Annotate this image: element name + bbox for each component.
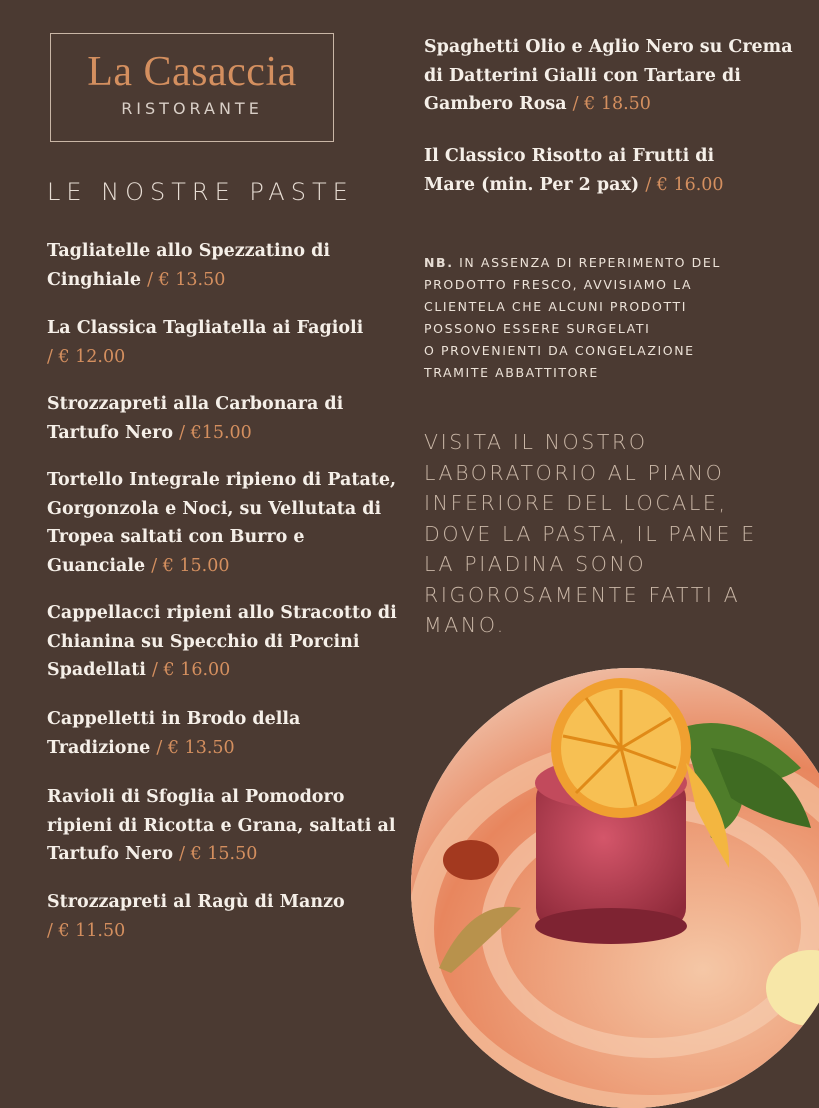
dish-price: / € 12.00 [47,346,126,367]
menu-item [47,390,347,447]
visit-line: DOVE LA PASTA, IL PANE E [424,521,757,546]
dish-price: / € 11.50 [47,920,126,941]
dish-price: / € 13.50 [156,737,235,758]
section-title: LE NOSTRE PASTE [47,178,354,206]
visit-line: INFERIORE DEL LOCALE, [424,491,728,515]
restaurant-name: La Casaccia [87,49,297,95]
menu-item [47,466,397,580]
menu-item [424,33,799,119]
dish-name: Tagliatelle allo Spezzatino di Cinghiale [47,241,331,290]
dish-price: / € 16.00 [645,174,724,195]
menu-item [47,314,367,371]
menu-item [47,237,347,294]
visit-line: LA PIADINA SONO [424,552,647,576]
dish-price: / € 18.50 [572,94,651,114]
dish-name: Ravioli di Sfoglia al Pomodoro ripieni di Ricotta e Grana, saltati al Tartufo Nero [47,787,396,864]
restaurant-subtitle: RISTORANTE [121,99,263,118]
dish-name: Tortello Integrale ripieno di Patate, Gorgonzola e Noci, su Vellutata di Tropea saltati con Burro e Guanciale [47,470,397,576]
dish-price: / €15.00 [179,422,252,443]
dish-name: Il Classico Risotto ai Frutti di Mare (min. Per 2 pax) [424,146,715,195]
dish-name: Strozzapreti al Ragù di Manzo [47,892,345,912]
restaurant-logo [50,33,334,142]
note-line: POSSONO ESSERE SURGELATI [424,321,651,336]
menu-item [47,888,367,945]
note-line: O PROVENIENTI DA CONGELAZIONE [424,343,695,358]
note-line: CLIENTELA CHE ALCUNI PRODOTTI [424,299,688,314]
note-line: PRODOTTO FRESCO, AVVISIAMO LA [424,277,693,292]
note-label: NB. [424,255,454,270]
visit-line: RIGOROSAMENTE FATTI A [424,582,741,607]
visit-lab-text [424,427,804,641]
dish-price: / € 16.00 [152,660,231,680]
menu-item [47,599,397,685]
dish-price: / € 15.00 [151,555,230,576]
dish-name: La Classica Tagliatella ai Fagioli [47,318,364,338]
dish-name: Cappelletti in Brodo della Tradizione [47,709,301,758]
tartare-dish-photo [411,668,819,1108]
dish-name: Spaghetti Olio e Aglio Nero su Crema di Datterini Gialli con Tartare di Gambero Rosa [424,37,793,114]
dish-price: / € 13.50 [147,269,226,290]
dish-price: / € 15.50 [179,844,258,864]
menu-item [47,705,307,762]
visit-line: LABORATORIO AL PIANO [424,460,725,485]
note-line: TRAMITE ABBATTITORE [424,365,599,380]
dish-name: Strozzapreti alla Carbonara di Tartufo Nero [47,394,344,443]
menu-item [424,142,764,199]
menu-item [47,783,397,869]
visit-line: MANO. [424,613,506,637]
note-line: IN ASSENZA DI REPERIMENTO DEL [459,255,721,270]
frozen-products-note [424,252,754,384]
visit-line: VISITA IL NOSTRO [424,430,648,454]
dish-name: Cappellacci ripieni allo Stracotto di Chianina su Specchio di Porcini Spadellati [47,603,397,680]
